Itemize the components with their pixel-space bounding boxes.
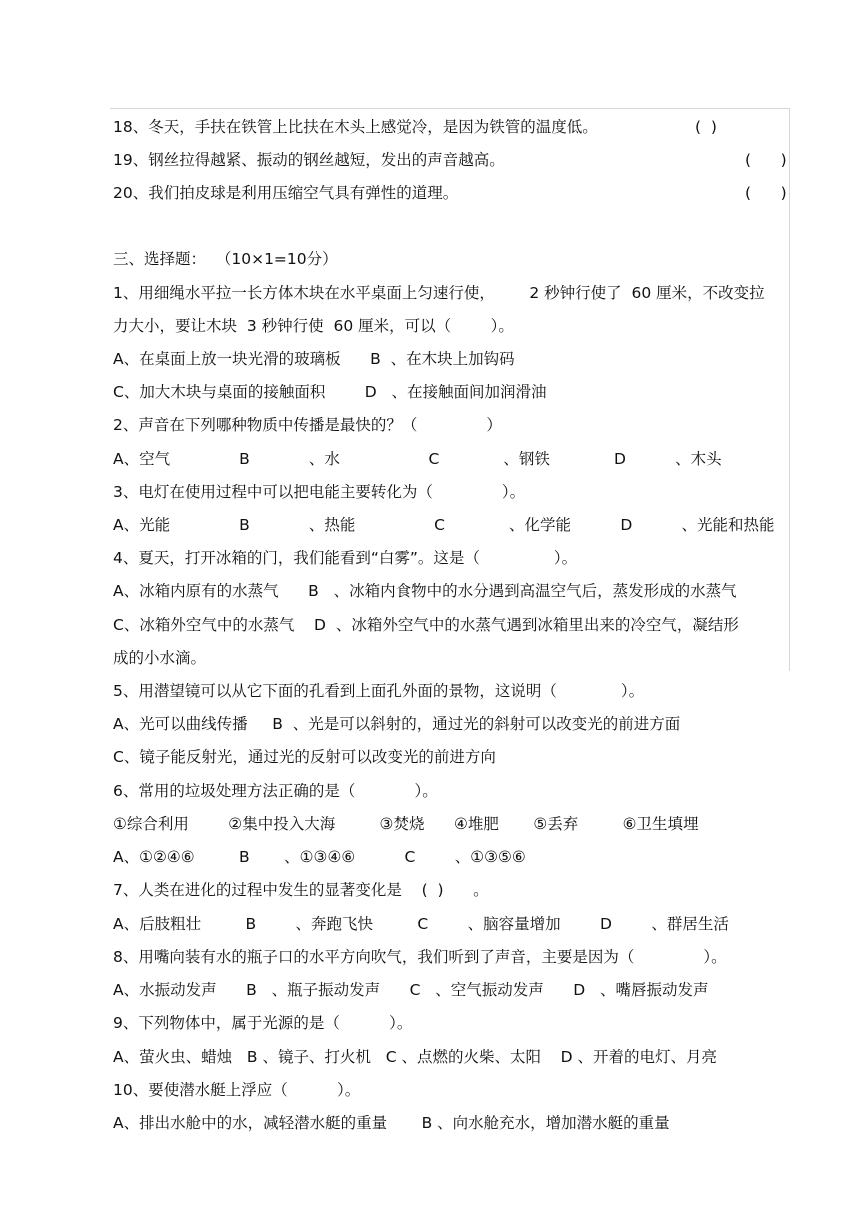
question-2: 2、声音在下列哪种物质中传播是最快的？（ ） [113,416,502,434]
question-7: 7、人类在进化的过程中发生的显著变化是 ( ) 。 [113,881,489,899]
question-1-options-ab: A、在桌面上放一块光滑的玻璃板 B 、在木块上加钩码 [113,350,515,368]
question-5: 5、用潜望镜可以从它下面的孔看到上面孔外面的景物，这说明（ ）。 [113,682,645,700]
question-4: 4、夏天，打开冰箱的门，我们能看到“白雾”。这是（ ）。 [113,549,578,567]
question-1-line-2: 力大小，要让木块 3 秒钟行使 60 厘米，可以（ ）。 [113,317,514,335]
judge-answer-paren-18: ( ) [695,118,717,136]
question-6: 6、常用的垃圾处理方法正确的是（ ）。 [113,782,438,800]
question-8: 8、用嘴向装有水的瓶子口的水平方向吹气，我们听到了声音，主要是因为（ ）。 [113,948,727,966]
question-9: 9、下列物体中，属于光源的是（ ）。 [113,1014,413,1032]
question-1-options-cd: C、加大木块与桌面的接触面积 D 、在接触面间加润滑油 [113,383,547,401]
question-3-options: A、光能 B 、热能 C 、化学能 D 、光能和热能 [113,516,775,534]
question-8-options: A、水振动发声 B 、瓶子振动发声 C 、空气振动发声 D 、嘴唇振动发声 [113,981,709,999]
question-10: 10、要使潜水艇上浮应（ ）。 [113,1081,361,1099]
question-7-options: A、后肢粗壮 B 、奔跑飞快 C 、脑容量增加 D 、群居生活 [113,915,729,933]
question-4-options-cd: C、冰箱外空气中的水蒸气 D 、冰箱外空气中的水蒸气遇到冰箱里出来的冷空气，凝结形 [113,616,739,634]
question-4-options-cd-cont: 成的小水滴。 [113,649,207,667]
question-6-items: ①综合利用 ②集中投入大海 ③焚烧 ④堆肥 ⑤丢弃 ⑥卫生填埋 [113,815,699,833]
question-5-options-c: C、镜子能反射光，通过光的反射可以改变光的前进方向 [113,748,496,766]
question-3: 3、电灯在使用过程中可以把电能主要转化为（ ）。 [113,483,526,501]
judge-item-18: 18、冬天，手扶在铁管上比扶在木头上感觉冷，是因为铁管的温度低。 [113,118,598,136]
table-border-top [110,108,790,109]
question-4-options-ab: A、冰箱内原有的水蒸气 B 、冰箱内食物中的水分遇到高温空气后，蒸发形成的水蒸气 [113,582,737,600]
judge-answer-paren-19: ( ) [745,151,787,169]
question-1-line-1: 1、用细绳水平拉一长方体木块在水平桌面上匀速行使， 2 秒钟行使了 60 厘米，不改变拉 [113,284,765,302]
judge-item-20: 20、我们拍皮球是利用压缩空气具有弹性的道理。 [113,184,459,202]
question-6-options: A、①②④⑥ B 、①③④⑥ C 、①③⑤⑥ [113,848,526,866]
judge-answer-paren-20: ( ) [745,184,787,202]
question-10-options: A、排出水舱中的水，减轻潜水艇的重量 B 、向水舱充水，增加潜水艇的重量 [113,1114,670,1132]
judge-item-19: 19、钢丝拉得越紧、振动的钢丝越短，发出的声音越高。 [113,151,505,169]
table-border-right [789,108,790,671]
question-9-options: A、萤火虫、蜡烛 B 、镜子、打火机 C 、点燃的火柴、太阳 D 、开着的电灯、月亮 [113,1048,718,1066]
section-heading: 三、选择题： （10×1=10分） [113,250,338,268]
question-2-options: A、空气 B 、水 C 、钢铁 D 、木头 [113,450,722,468]
question-5-options-ab: A、光可以曲线传播 B 、光是可以斜射的，通过光的斜射可以改变光的前进方面 [113,715,681,733]
